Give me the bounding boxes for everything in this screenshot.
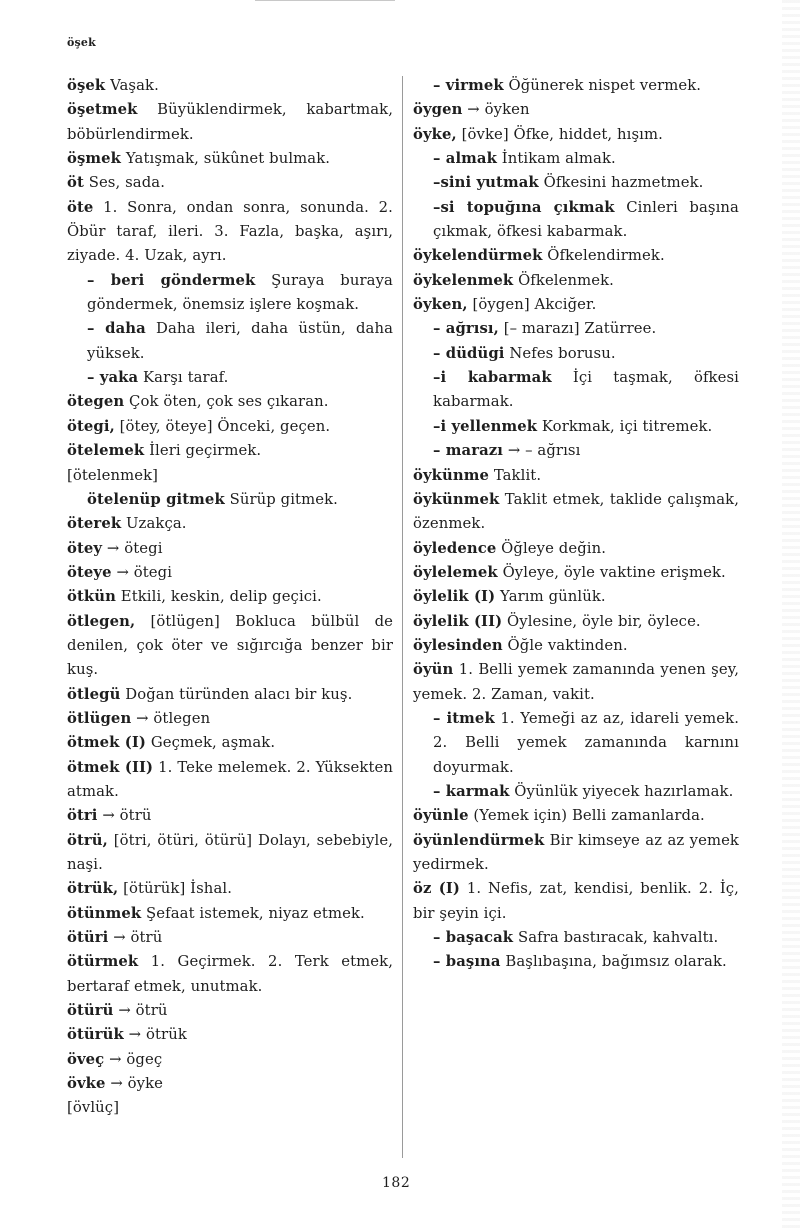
headword: öykünmek bbox=[413, 490, 500, 508]
definition: Geçmek, aşmak. bbox=[146, 734, 276, 752]
definition: [ötelenmek] bbox=[67, 466, 159, 484]
dictionary-entry bbox=[67, 877, 393, 901]
sub-entry bbox=[413, 196, 739, 245]
headword: –sini yutmak bbox=[433, 174, 539, 192]
definition: → ötrü bbox=[97, 807, 152, 825]
headword: ötüri bbox=[67, 929, 109, 947]
headword: ötrük, bbox=[67, 880, 119, 898]
headword: öşmek bbox=[67, 150, 122, 168]
dictionary-entry bbox=[67, 756, 393, 805]
definition: [övlüç] bbox=[67, 1099, 120, 1117]
headword: öyünle bbox=[413, 807, 469, 825]
dictionary-entry bbox=[67, 950, 393, 999]
definition: 1. Yemeği az az, idareli yemek. 2. Belli yemek zamanında karnını doyurmak. bbox=[433, 709, 739, 776]
definition: Başlıbaşına, bağımsız olarak. bbox=[500, 953, 727, 971]
definition: [ötürük] İshal. bbox=[118, 880, 232, 898]
definition: Öğünerek nispet vermek. bbox=[503, 77, 702, 94]
dictionary-entry bbox=[67, 1072, 393, 1096]
sub-entry bbox=[413, 415, 739, 439]
headword: öyünlendürmek bbox=[413, 831, 545, 849]
dictionary-entry bbox=[67, 804, 393, 828]
dictionary-entry bbox=[413, 488, 739, 537]
dictionary-entry bbox=[413, 123, 739, 147]
definition: Cinleri başına çıkmak, öfkesi kabarmak. bbox=[433, 198, 739, 241]
definition: → – ağrısı bbox=[503, 442, 581, 460]
headword: –i kabarmak bbox=[433, 369, 552, 387]
definition: İntikam almak. bbox=[496, 150, 616, 168]
sub-entry bbox=[413, 147, 739, 171]
dictionary-entry bbox=[67, 196, 393, 269]
headword: ötrü, bbox=[67, 831, 108, 849]
definition: Öfkesini hazmetmek. bbox=[538, 174, 704, 192]
headword: ötri bbox=[67, 807, 98, 825]
definition: [– marazı] Zatürree. bbox=[498, 320, 657, 338]
definition: → ötrü bbox=[108, 929, 163, 947]
sub-entry bbox=[413, 439, 739, 463]
definition: Daha ileri, daha üstün, daha yüksek. bbox=[87, 320, 393, 362]
definition: 1. Sonra, ondan sonra, sonunda. 2. Öbür taraf, ileri. 3. Fazla, başka, aşırı, ziyade. 4. Uzak, ayrı. bbox=[67, 198, 393, 265]
definition: Şefaat istemek, niyaz etmek. bbox=[141, 904, 365, 922]
headword: ötlegü bbox=[67, 685, 121, 703]
headword: öyke, bbox=[413, 125, 457, 143]
headword: öterek bbox=[67, 515, 122, 533]
dictionary-entry bbox=[413, 634, 739, 658]
dictionary-entry bbox=[67, 464, 393, 488]
definition: [ötey, öteye] Önceki, geçen. bbox=[114, 417, 331, 435]
definition: İleri geçirmek. bbox=[144, 442, 262, 460]
definition: → ötrü bbox=[113, 1002, 168, 1020]
headword: ötkün bbox=[67, 588, 116, 606]
dictionary-entry bbox=[67, 926, 393, 950]
headword: öygen bbox=[413, 101, 463, 119]
dictionary-entry bbox=[67, 829, 393, 878]
definition: Yatışmak, sükûnet bulmak. bbox=[121, 150, 331, 168]
headword: ötürmek bbox=[67, 953, 139, 971]
headword: öt bbox=[67, 174, 84, 192]
dictionary-entry bbox=[67, 561, 393, 585]
sub-entry bbox=[413, 74, 739, 98]
headword: öyledence bbox=[413, 539, 497, 557]
dictionary-entry bbox=[67, 537, 393, 561]
sub-entry bbox=[67, 317, 393, 366]
sub-entry bbox=[413, 171, 739, 195]
headword: övke bbox=[67, 1075, 106, 1093]
headword: öylesinden bbox=[413, 636, 503, 654]
dictionary-entry bbox=[67, 98, 393, 147]
headword: öte bbox=[67, 198, 94, 216]
dictionary-entry bbox=[413, 829, 739, 878]
definition: Öfkelendirmek. bbox=[542, 247, 665, 265]
definition: Çok öten, çok ses çıkaran. bbox=[124, 393, 329, 411]
definition: Öğle vaktinden. bbox=[502, 636, 628, 654]
dictionary-entry bbox=[67, 439, 393, 463]
definition: Nefes borusu. bbox=[504, 344, 616, 362]
top-scan-mark bbox=[255, 0, 395, 1]
definition: Etkili, keskin, delip geçici. bbox=[115, 588, 322, 606]
headword: öyken, bbox=[413, 296, 468, 314]
definition: Öğleye değin. bbox=[496, 539, 607, 557]
dictionary-entry bbox=[67, 512, 393, 536]
definition: Uzakça. bbox=[121, 515, 187, 533]
headword: –si topuğına çıkmak bbox=[433, 198, 615, 216]
definition: [ötri, ötüri, ötürü] Dolayı, sebebiyle, naşi. bbox=[67, 831, 393, 873]
headword: ötelemek bbox=[67, 442, 145, 460]
definition: [ötlügen] Bokluca bülbül de denilen, çok öter ve sığırcığa benzer bir kuş. bbox=[67, 612, 393, 679]
headword: öşetmek bbox=[67, 101, 138, 119]
sub-entry bbox=[67, 269, 393, 318]
dictionary-entry bbox=[67, 585, 393, 609]
definition: Büyüklendirmek, kabartmak, böbürlendirmek. bbox=[67, 101, 393, 143]
running-head: öşek bbox=[67, 36, 96, 49]
headword: – başacak bbox=[433, 929, 514, 947]
sub-entry bbox=[413, 366, 739, 415]
definition: Ses, sada. bbox=[83, 174, 166, 192]
headword: ötegi, bbox=[67, 417, 115, 435]
dictionary-entry bbox=[413, 877, 739, 926]
headword: ötegen bbox=[67, 393, 125, 411]
definition: 1. Nefis, zat, kendisi, benlik. 2. İç, bir şeyin içi. bbox=[413, 880, 739, 922]
definition: → öyke bbox=[105, 1075, 164, 1093]
headword: öz (I) bbox=[413, 880, 460, 898]
headword: – düdügi bbox=[433, 344, 505, 362]
dictionary-entry bbox=[413, 464, 739, 488]
dictionary-entry bbox=[413, 293, 739, 317]
dictionary-entry bbox=[67, 707, 393, 731]
sub-entry bbox=[67, 366, 393, 390]
definition: Öyünlük yiyecek hazırlamak. bbox=[509, 782, 734, 800]
sub-entry bbox=[67, 488, 393, 512]
headword: öveç bbox=[67, 1050, 105, 1068]
headword: öylelik (II) bbox=[413, 612, 503, 630]
dictionary-entry bbox=[413, 537, 739, 561]
sub-entry bbox=[413, 926, 739, 950]
definition: Şuraya buraya göndermek, önemsiz işlere koşmak. bbox=[87, 271, 393, 314]
headword: – yaka bbox=[87, 369, 139, 387]
dictionary-entry bbox=[413, 269, 739, 293]
sub-entry bbox=[413, 317, 739, 341]
definition: Taklit. bbox=[489, 466, 542, 484]
headword: – itmek bbox=[433, 709, 495, 727]
dictionary-entry bbox=[413, 610, 739, 634]
definition: [övke] Öfke, hiddet, hışım. bbox=[456, 125, 663, 143]
left-column bbox=[67, 74, 393, 1121]
dictionary-entry bbox=[67, 171, 393, 195]
sub-entry bbox=[413, 342, 739, 366]
headword: öykünme bbox=[413, 466, 490, 484]
definition: Sürüp gitmek. bbox=[224, 490, 338, 508]
sub-entry bbox=[413, 950, 739, 974]
headword: – ağrısı, bbox=[433, 320, 499, 338]
definition: Öylesine, öyle bir, öylece. bbox=[502, 612, 701, 630]
dictionary-entry bbox=[67, 610, 393, 683]
dictionary-entry bbox=[413, 98, 739, 122]
definition: Doğan türünden alacı bir kuş. bbox=[120, 685, 353, 703]
headword: ötlegen, bbox=[67, 612, 136, 630]
dictionary-entry bbox=[67, 1023, 393, 1047]
definition: → öyken bbox=[462, 101, 530, 119]
headword: ötelenüp gitmek bbox=[87, 490, 225, 508]
definition: Öyleye, öyle vaktine erişmek. bbox=[497, 563, 726, 581]
headword: – karmak bbox=[433, 782, 510, 800]
definition: 1. Belli yemek zamanında yenen şey, yemek. 2. Zaman, vakit. bbox=[413, 661, 739, 703]
definition: Öfkelenmek. bbox=[513, 271, 614, 289]
definition: 1. Geçirmek. 2. Terk etmek, bertaraf etmek, unutmak. bbox=[67, 953, 393, 995]
column-divider bbox=[402, 76, 403, 1158]
headword: öyün bbox=[413, 661, 454, 679]
dictionary-entry bbox=[67, 999, 393, 1023]
definition: → ötrük bbox=[123, 1026, 187, 1044]
dictionary-entry bbox=[67, 147, 393, 171]
definition: Bir kimseye az az yemek yedirmek. bbox=[413, 831, 739, 873]
dictionary-entry bbox=[67, 74, 393, 98]
dictionary-entry bbox=[413, 561, 739, 585]
headword: – daha bbox=[87, 320, 146, 338]
right-column bbox=[413, 74, 739, 975]
headword: ötey bbox=[67, 539, 103, 557]
definition: Yarım günlük. bbox=[495, 588, 606, 606]
dictionary-entry bbox=[413, 658, 739, 707]
definition: Korkmak, içi titremek. bbox=[537, 417, 713, 435]
definition: İçi taşmak, öfkesi kabarmak. bbox=[433, 369, 739, 411]
page-number: 182 bbox=[382, 1175, 411, 1191]
definition: Safra bastıracak, kahvaltı. bbox=[513, 929, 719, 947]
headword: –i yellenmek bbox=[433, 417, 538, 435]
headword: ötürük bbox=[67, 1026, 124, 1044]
headword: ötmek (I) bbox=[67, 734, 147, 752]
headword: öylelik (I) bbox=[413, 588, 496, 606]
dictionary-entry bbox=[413, 585, 739, 609]
dictionary-entry bbox=[67, 731, 393, 755]
dictionary-entry bbox=[67, 683, 393, 707]
headword: öykelenmek bbox=[413, 271, 514, 289]
dictionary-entry bbox=[67, 1096, 393, 1120]
dictionary-entry bbox=[67, 390, 393, 414]
definition: [öygen] Akciğer. bbox=[467, 296, 597, 314]
definition: → ötlegen bbox=[131, 709, 211, 727]
dictionary-entry bbox=[413, 804, 739, 828]
dictionary-entry bbox=[67, 902, 393, 926]
headword: – virmek bbox=[433, 77, 504, 94]
definition: 1. Teke melemek. 2. Yüksekten atmak. bbox=[67, 758, 393, 800]
definition: Karşı taraf. bbox=[138, 369, 229, 387]
dictionary-entry bbox=[67, 415, 393, 439]
dictionary-entry bbox=[67, 1048, 393, 1072]
definition: Taklit etmek, taklide çalışmak, özenmek. bbox=[413, 490, 739, 533]
definition: → ötegi bbox=[102, 539, 163, 557]
sub-entry bbox=[413, 780, 739, 804]
sub-entry bbox=[413, 707, 739, 780]
headword: öşek bbox=[67, 77, 106, 94]
definition: Vaşak. bbox=[105, 77, 159, 94]
headword: – beri göndermek bbox=[87, 271, 256, 289]
definition: (Yemek için) Belli zamanlarda. bbox=[468, 807, 705, 825]
headword: ötlügen bbox=[67, 709, 132, 727]
headword: ötmek (II) bbox=[67, 758, 154, 776]
headword: öylelemek bbox=[413, 563, 498, 581]
headword: öteye bbox=[67, 563, 112, 581]
headword: ötürü bbox=[67, 1002, 114, 1020]
headword: – marazı bbox=[433, 442, 504, 460]
definition: → ötegi bbox=[111, 563, 173, 581]
headword: – başına bbox=[433, 953, 501, 971]
page-edge-shadow bbox=[782, 0, 800, 1229]
dictionary-entry bbox=[413, 244, 739, 268]
headword: ötünmek bbox=[67, 904, 142, 922]
headword: öykelendürmek bbox=[413, 247, 543, 265]
headword: – almak bbox=[433, 150, 497, 168]
definition: → ögeç bbox=[104, 1050, 163, 1068]
